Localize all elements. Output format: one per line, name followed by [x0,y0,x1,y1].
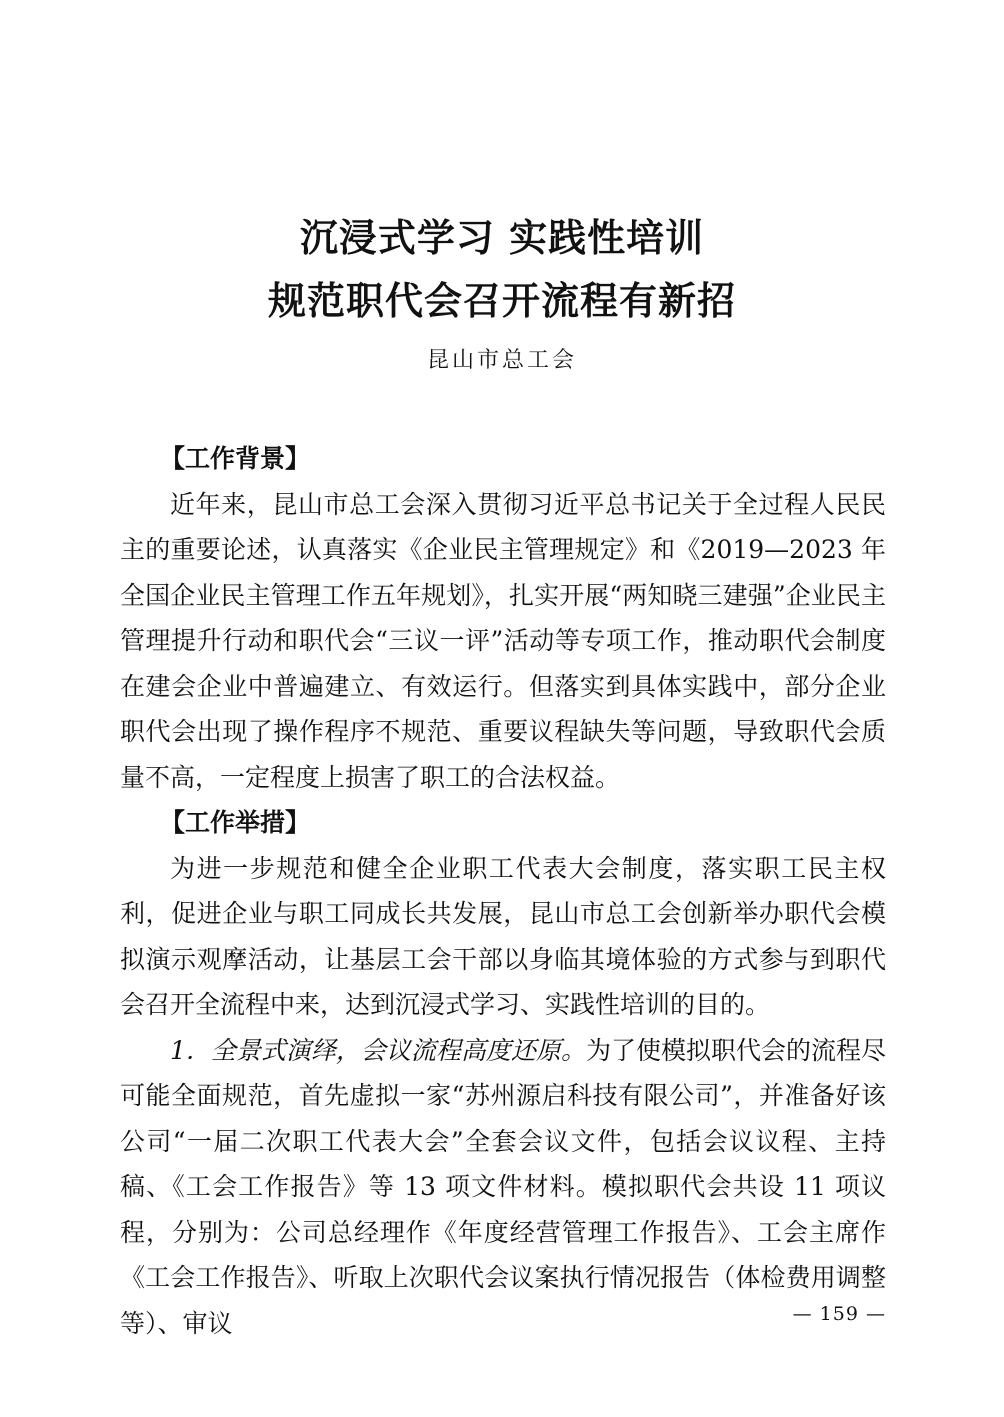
item-1-paragraph [120,1028,886,1347]
background-paragraph: 近年来，昆山市总工会深入贯彻习近平总书记关于全过程人民民主的重要论述，认真落实《企业民主管理规定》和《2019—2023 年全国企业民主管理工作五年规划》，扎实开展“两知晓三建强”企业民主管理提升行动和职代会“三议一评”活动等专项工作，推动职代会制度在建会企业中普遍建立、有效运行。但落实到具体实践中，部分企业职代会出现了操作程序不规范、重要议程缺失等问题，导致职代会质量不高，一定程度上损害了职工的合法权益。 [120,489,886,792]
section-heading-measures: 【工作举措】 [160,808,311,837]
measures-paragraph: 为进一步规范和健全企业职工代表大会制度，落实职工民主权利，促进企业与职工同成长共发展，昆山市总工会创新举办职代会模拟演示观摩活动，让基层工会干部以身临其境体验的方式参与到职代会召开全流程中来，达到沉浸式学习、实践性培训的目的。 [120,853,886,1019]
article-body [120,436,886,1346]
article-author: 昆山市总工会 [426,348,577,373]
article-title-line-2: 规范职代会召开流程有新招 [267,279,736,323]
item-1-text: 为了使模拟职代会的流程尽可能全面规范，首先虚拟一家“苏州源启科技有限公司”，并准备好该公司“一届二次职工代表大会”全套会议文件，包括会议议程、主持稿、《工会工作报告》等 13 项文件材料。模拟职代会共设 11 项议程，分别为：公司总经理作《年度经营管理工作报告》、工会主席作《工会工作报告》、听取上次职代会议案执行情况报告（体检费用调整等）、审议 [120,1035,886,1338]
article-title-line-1: 沉浸式学习 实践性培训 [299,216,705,260]
page-number: — 159 — [792,1303,886,1325]
item-1-lead: 1．全景式演绎，会议流程高度还原。 [170,1035,586,1065]
section-heading-background: 【工作背景】 [160,444,311,473]
